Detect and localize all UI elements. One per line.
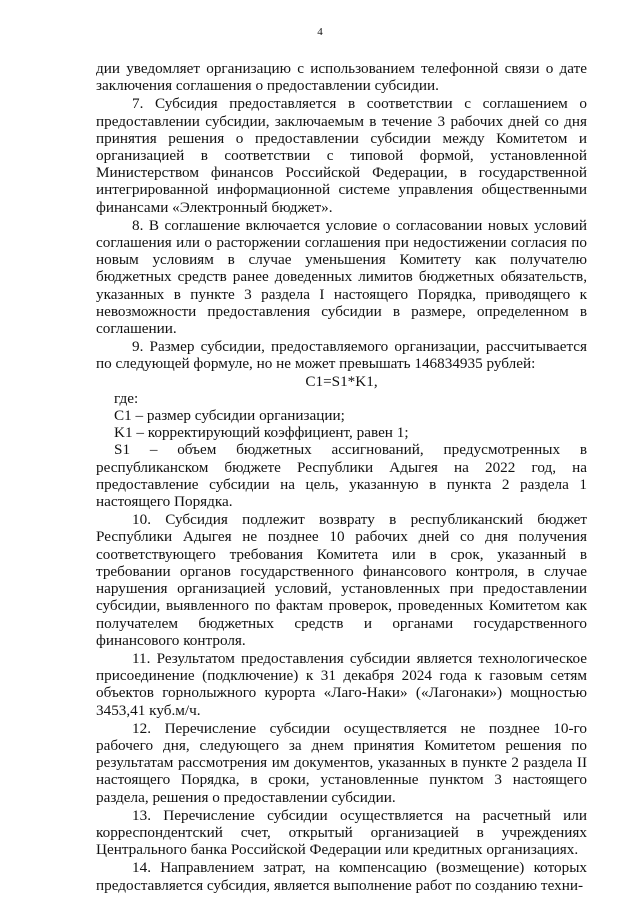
page-number: 4 — [317, 26, 323, 38]
definition-c1: С1 – размер субсидии организации; — [114, 407, 345, 425]
paragraph-12: 12. Перечисление субсидии осуществляется не позднее 10-го рабочего дня, следующего за днем принятия Комитетом решения по результатам рассмотрения им документов, указанных в пункте 2 раздела II настоящего Порядка, в сроки, установленные пунктом 3 настоящего раздела, решения о предоставлении субсидии. — [96, 719, 587, 806]
definition-s1: S1 – объем бюджетных ассигнований, предусмотренных в республиканском бюджете Республики Адыгея на 2022 год, на предоставление субсидии на цель, указанную в пункта 2 раздела 1 настоящего Порядка. — [96, 441, 587, 511]
paragraph-14: 14. Направлением затрат, на компенсацию (возмещение) которых предоставляется субсидия, является выполнение работ по созданию техни- — [96, 859, 587, 894]
document-body — [96, 60, 587, 894]
paragraph-9: 9. Размер субсидии, предоставляемого организации, рассчитывается по следующей формуле, но не может превышать 146834935 рублей: — [96, 338, 587, 373]
definition-k1: K1 – корректирующий коэффициент, равен 1; — [114, 424, 409, 442]
paragraph-11: 11. Результатом предоставления субсидии является технологическое присоединение (подключение) к 31 декабря 2024 года к газовым сетям объектов горнолыжного курорта «Лаго-Наки» («Лагонаки») мощностью 3453,41 куб.м/ч. — [96, 649, 587, 719]
subsidy-formula: С1=S1*K1, — [305, 372, 378, 390]
paragraph-10: 10. Субсидия подлежит возврату в республиканский бюджет Республики Адыгея не позднее 10 рабочих дней со дня получения соответствующего требования Комитета или в срок, указанный в требовании органов государственного финансового контроля, в случае нарушения организацией условий, установленных при предоставлении субсидии, выявленного по фактам проверок, проведенных Комитетом как получателем бюджетных средств и органами государственного финансового контроля. — [96, 511, 587, 649]
paragraph-7: 7. Субсидия предоставляется в соответствии с соглашением о предоставлении субсидии, заключаемым в течение 3 рабочих дней со дня принятия решения о предоставлении субсидии между Комитетом и организацией в соответствии с типовой формой, установленной Министерством финансов Российской Федерации, в государственной интегрированной информационной системе управления общественными финансами «Электронный бюджет». — [96, 95, 587, 216]
paragraph-continued: дии уведомляет организацию с использованием телефонной связи о дате заключения соглашения о предоставлении субсидии. — [96, 60, 587, 95]
paragraph-13: 13. Перечисление субсидии осуществляется на расчетный или корреспондентский счет, открытый организацией в учреждениях Центрального банка Российской Федерации или кредитных организациях. — [96, 806, 587, 859]
formula-where-label: где: — [114, 389, 139, 407]
paragraph-8: 8. В соглашение включается условие о согласовании новых условий соглашения или о расторжении соглашения при недостижении согласия по новым условиям в случае уменьшения Комитету как получателю бюджетных средств ранее доведенных лимитов бюджетных обязательств, указанных в пункте 3 раздела I настоящего Порядка, приводящего к невозможности предоставления субсидии в размере, определенном в соглашении. — [96, 216, 587, 338]
